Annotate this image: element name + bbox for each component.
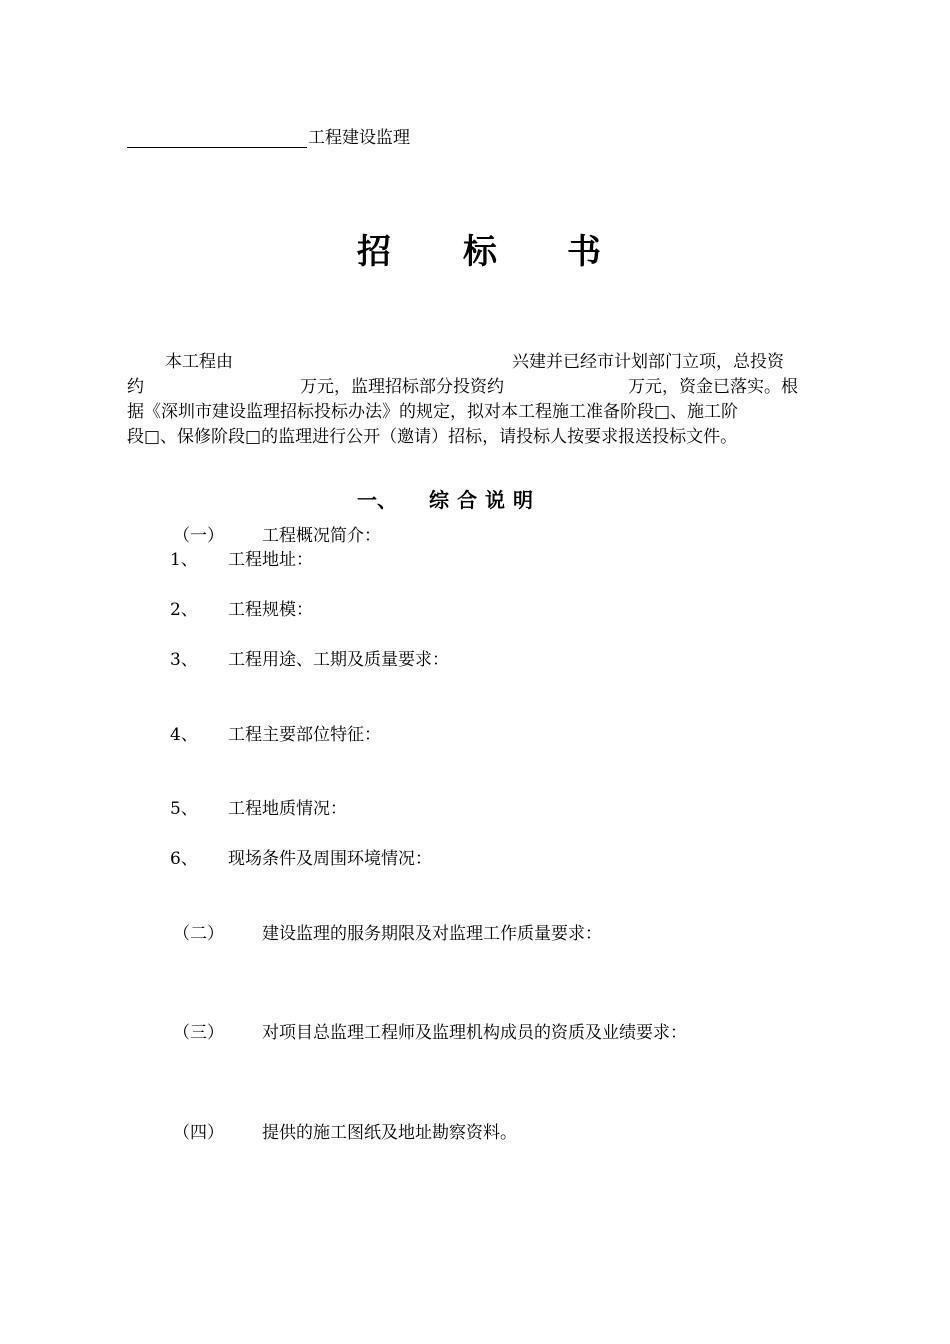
item-6-label: 现场条件及周围环境情况： xyxy=(228,849,432,869)
title-char-3: 书 xyxy=(567,232,601,272)
subsection-2-label: 建设监理的服务期限及对监理工作质量要求： xyxy=(262,924,602,944)
section-heading xyxy=(357,486,541,514)
section-word-4: 明 xyxy=(513,488,533,512)
intro-line-4: 段□、保修阶段□的监理进行公开（邀请）招标，请投标人按要求报送投标文件。 xyxy=(127,427,738,447)
subsection-3-label: 对项目总监理工程师及监理机构成员的资质及业绩要求： xyxy=(262,1023,687,1043)
item-3-label: 工程用途、工期及质量要求： xyxy=(228,650,449,670)
subsection-1-label: 工程概况简介： xyxy=(262,526,381,546)
item-4-label: 工程主要部位特征： xyxy=(228,725,381,745)
subsection-4-label: 提供的施工图纸及地址勘察资料。 xyxy=(262,1123,517,1143)
item-4-number: 4、 xyxy=(170,725,198,745)
item-5-number: 5、 xyxy=(170,799,198,819)
intro-line-1a: 本工程由 xyxy=(165,352,233,372)
document-title xyxy=(357,228,601,276)
subsection-2-number: （二） xyxy=(173,924,224,944)
item-1-label: 工程地址： xyxy=(228,550,313,570)
title-char-1: 招 xyxy=(357,232,391,272)
subsection-3-number: （三） xyxy=(173,1023,224,1043)
header-text: 工程建设监理 xyxy=(308,128,410,148)
section-number: 一、 xyxy=(357,488,397,512)
subsection-1-number: （一） xyxy=(173,526,224,546)
section-word-2: 合 xyxy=(457,488,477,512)
section-word-1: 综 xyxy=(429,488,449,512)
item-6-number: 6、 xyxy=(170,849,198,869)
item-5-label: 工程地质情况： xyxy=(228,799,347,819)
item-2-number: 2、 xyxy=(170,600,198,620)
subsection-4-number: （四） xyxy=(173,1123,224,1143)
intro-line-2b: 万元，监理招标部分投资约 xyxy=(300,377,504,397)
title-char-2: 标 xyxy=(463,232,497,272)
intro-line-1b: 兴建并已经市计划部门立项，总投资 xyxy=(512,352,784,372)
project-name-blank[interactable] xyxy=(127,147,307,148)
intro-line-2c: 万元，资金已落实。根 xyxy=(628,377,798,397)
item-2-label: 工程规模： xyxy=(228,600,313,620)
intro-line-2a: 约 xyxy=(127,377,144,397)
item-3-number: 3、 xyxy=(170,650,198,670)
section-word-3: 说 xyxy=(485,488,505,512)
intro-line-3: 据《深圳市建设监理招标投标办法》的规定，拟对本工程施工准备阶段□、施工阶 xyxy=(127,402,739,422)
item-1-number: 1、 xyxy=(170,550,198,570)
